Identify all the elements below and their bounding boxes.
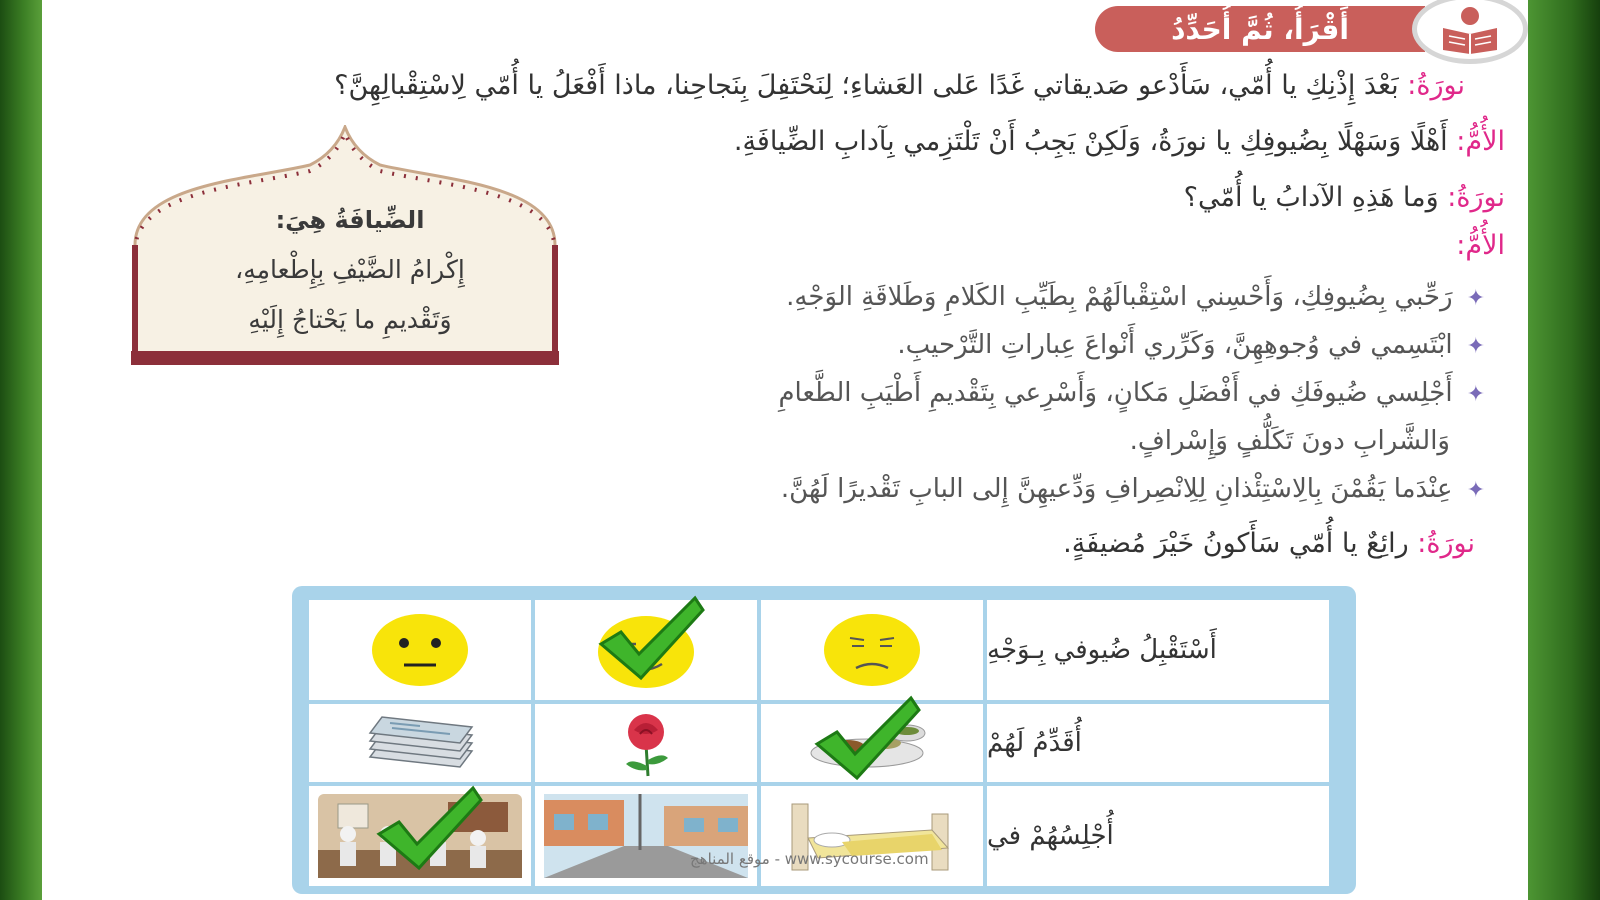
neutral-face-icon [370, 610, 470, 690]
checkmark-icon [595, 592, 705, 682]
star-bullet-icon: ✦ [1466, 334, 1485, 359]
closing-text: رائِعٌ يا أُمّي سَأَكونُ خَيْرَ مُضيفَةٍ. [1063, 528, 1409, 559]
cell-frowning-face[interactable] [761, 600, 983, 700]
cell-neutral-face[interactable] [309, 600, 531, 700]
checkmark-icon [373, 782, 483, 872]
speaker-noura: نورَةُ: [1447, 182, 1505, 213]
dialogue-text: أَهْلًا وَسَهْلًا بِضُيوفِكِ يا نورَةُ، وَلَكِنْ يَجِبُ أَنْ تَلْتَزِمي بِآدابِ الضِّيافَةِ. [733, 126, 1448, 157]
dialogue-text: وَما هَذِهِ الآدابُ يا أُمّي؟ [1183, 182, 1439, 213]
speaker-mother: الأُمُّ: [1456, 230, 1505, 261]
speaker-noura: نورَةُ: [1417, 528, 1475, 559]
dialogue-line-2 [734, 126, 1505, 157]
dialogue-line-1 [334, 70, 1465, 101]
row-label-serve: أُقَدِّمُ لَهُمْ [987, 704, 1329, 782]
cell-living-room[interactable] [309, 786, 531, 886]
definition-line-2: وَتَقْديمِ ما يَحْتاجُ إِلَيْهِ [248, 305, 452, 334]
tip-3: ✦أَجْلِسي ضُيوفَكِ في أَفْضَلِ مَكانٍ، وَأَسْرِعي بِتَقْديمِ أَطْيَبِ الطَّعامِ [778, 378, 1485, 408]
closing-line [1063, 528, 1475, 559]
definition-note [125, 125, 575, 373]
checkmark-icon [811, 692, 921, 782]
star-bullet-icon: ✦ [1466, 382, 1485, 407]
choice-table [292, 586, 1356, 894]
speaker-mother: الأُمُّ: [1456, 126, 1505, 157]
frowning-face-icon [822, 610, 922, 690]
left-green-border [0, 0, 42, 900]
row-label-seat: أُجْلِسُهُمْ في [987, 786, 1329, 886]
star-bullet-icon: ✦ [1466, 478, 1485, 503]
cell-food-plates[interactable] [761, 704, 983, 782]
cell-bedroom[interactable] [761, 786, 983, 886]
tip-1: ✦رَحِّبي بِضُيوفِكِ، وَأَحْسِني اسْتِقْبالَهُمْ بِطَيِّبِ الكَلامِ وَطَلاقَةِ الوَجْهِ. [786, 282, 1485, 312]
cell-rose[interactable] [535, 704, 757, 782]
lesson-header [1095, 6, 1425, 52]
speaker-noura: نورَةُ: [1407, 70, 1465, 101]
right-green-border [1528, 0, 1600, 900]
cell-street[interactable] [535, 786, 757, 886]
row-label-face: أَسْتَقْبِلُ ضُيوفي بِـوَجْهِ [987, 600, 1329, 700]
tip-3-continued: وَالشَّرابِ دونَ تَكَلُّفٍ وَإِسْرافٍ. [1129, 426, 1450, 456]
lesson-title: أَقْرَأُ، ثُمَّ أُحَدِّدُ [1171, 12, 1349, 46]
cell-smiling-face[interactable] [535, 600, 757, 700]
newspapers-icon [360, 711, 480, 775]
cell-newspapers[interactable] [309, 704, 531, 782]
dialogue-line-3 [1184, 182, 1505, 213]
reading-book-icon [1412, 0, 1528, 64]
rose-icon [606, 708, 686, 778]
definition-title: الضِّيافَةُ هِيَ: [275, 206, 425, 234]
definition-line-1: إِكْرامُ الضَّيْفِ بِإِطْعامِهِ، [235, 255, 465, 284]
star-bullet-icon: ✦ [1466, 286, 1485, 311]
dialogue-line-4 [1456, 230, 1505, 261]
dialogue-text: بَعْدَ إِذْنِكِ يا أُمّي، سَأَدْعو صَديقاتي غَدًا عَلى العَشاءِ؛ لِنَحْتَفِلَ بِنَجاحِنا، ماذا أَفْعَلُ يا أُمّي لِاسْتِقْبالِهِنَّ؟ [334, 70, 1399, 101]
watermark: موقع المناهج - www.sycourse.com [690, 850, 929, 868]
tip-4: ✦عِنْدَما يَقُمْنَ بِالِاسْتِئْذانِ لِلِانْصِرافِ وَدِّعيهِنَّ إِلى البابِ تَقْديرًا لَهُنَّ. [780, 474, 1485, 504]
tip-2: ✦ابْتَسِمي في وُجوهِهِنَّ، وَكَرِّري أَنْواعَ عِباراتِ التَّرْحيبِ. [897, 330, 1485, 360]
